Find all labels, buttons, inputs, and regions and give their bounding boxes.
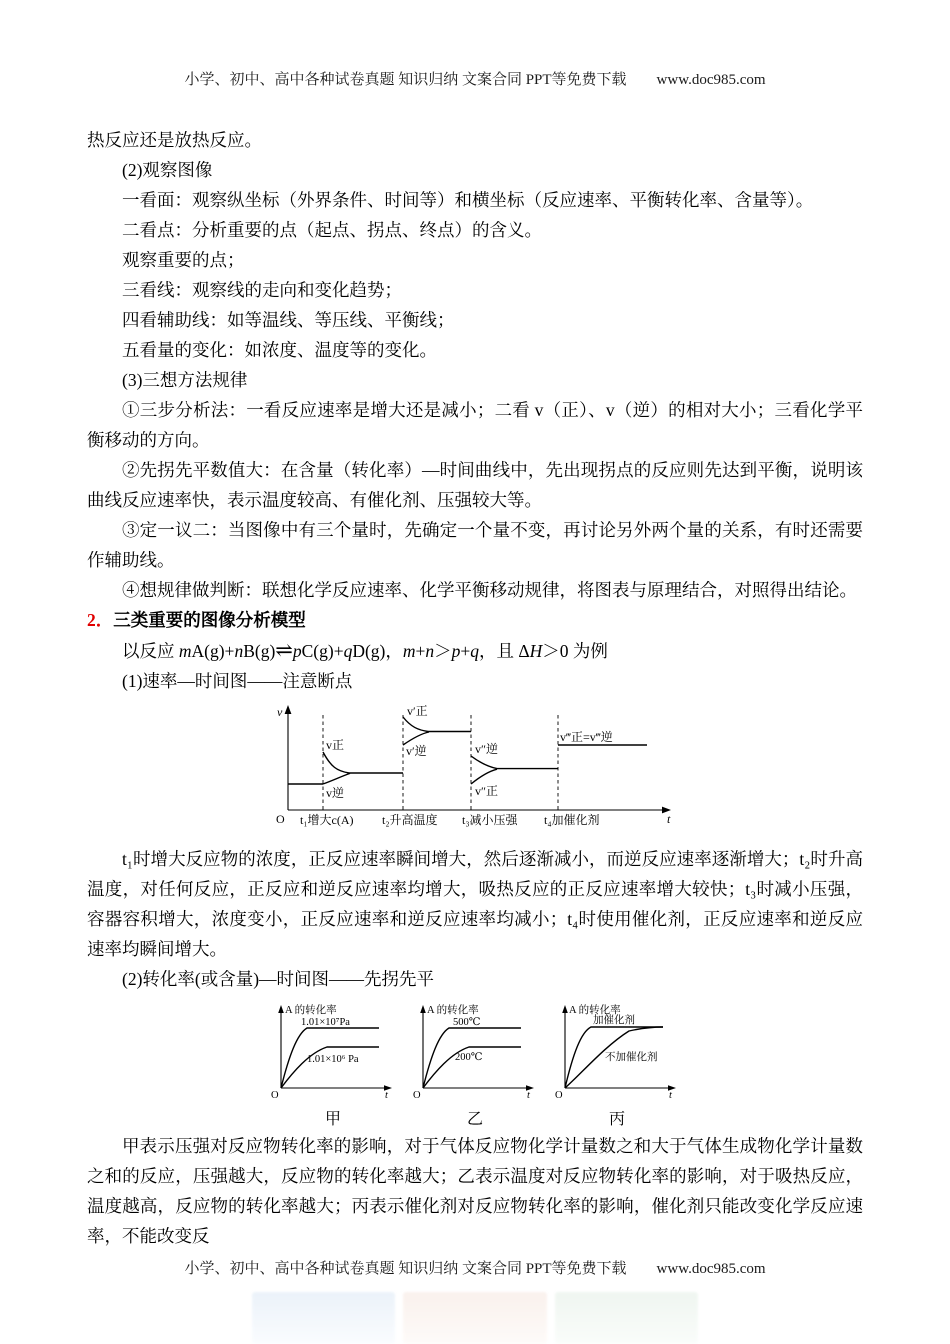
subsection-1-title: (1)速率—时间图——注意断点 (122, 671, 353, 691)
x-axis-label: t (527, 1090, 530, 1100)
paragraph-view-image: (2)观察图像 (122, 160, 213, 180)
conversion-graph-yi (411, 1000, 539, 1129)
paragraph-method-rules: (3)三想方法规律 (122, 370, 248, 390)
v-reverse-curve-t1 (323, 773, 350, 784)
y-axis-label: A 的转化率 (569, 1005, 621, 1016)
high-pressure-label: 1.01×10⁷Pa (301, 1017, 350, 1028)
banner-thumbnail (252, 1292, 395, 1344)
rate-time-plot (274, 700, 676, 838)
y-axis-arrow (278, 1005, 284, 1013)
document-body (0, 89, 950, 1251)
header-text: 小学、初中、高中各种试卷真题 知识归纳 文案合同 PPT等免费下载 (184, 72, 627, 88)
bottom-banner-image (252, 1292, 698, 1344)
paragraph-look-auxline: 四看辅助线：如等温线、等压线、平衡线； (122, 310, 455, 330)
t1-segment-label: t₁增大c(A) (300, 813, 354, 827)
conversion-graph-jia (269, 1000, 397, 1129)
y-axis-arrow (285, 705, 292, 714)
paragraph-method-3: ③定一议二：当图像中有三个量时，先确定一个量不变，再讨论另外两个量的关系，有时还需要作辅助线。 (87, 520, 863, 570)
page-footer (0, 1257, 950, 1278)
footer-text: 小学、初中、高中各种试卷真题 知识归纳 文案合同 PPT等免费下载 (184, 1261, 627, 1277)
high-temperature-label: 500℃ (453, 1017, 481, 1028)
paragraph-look-point: 二看点：分析重要的点（起点、拐点、终点）的含义。 (122, 220, 542, 240)
x-axis-label: t (385, 1090, 388, 1100)
with-catalyst-label: 加催化剂 (593, 1015, 635, 1026)
y-axis-label: A 的转化率 (285, 1005, 337, 1016)
low-temperature-label: 200℃ (455, 1052, 483, 1063)
v-forward-label: v正 (326, 738, 345, 752)
graph-caption-bing: 丙 (608, 1111, 625, 1128)
temperature-effect-plot (411, 1000, 539, 1100)
v1-reverse-label: v′逆 (406, 744, 427, 758)
graph-caption-yi: 乙 (466, 1111, 483, 1128)
v3-equal-label: v‴正=v‴逆 (560, 730, 613, 744)
footer-site-url: www.doc985.com (656, 1261, 766, 1277)
subsection-2-title: (2)转化率(或含量)—时间图——先拐先平 (122, 969, 435, 989)
graph-caption-jia: 甲 (324, 1111, 341, 1128)
paragraph-method-2: ②先拐先平数值大：在含量（转化率）—时间曲线中，先出现拐点的反应则先达到平衡，说明该曲线反应速率快，表示温度较高、有催化剂、压强较大等。 (87, 460, 863, 510)
v-reverse-curve-t3 (471, 756, 558, 769)
t3-segment-label: t₃减小压强 (462, 813, 518, 827)
catalyst-effect-plot (553, 1000, 681, 1100)
paragraph-look-face: 一看面：观察纵坐标（外界条件、时间等）和横坐标（反应速率、平衡转化率、含量等）。 (122, 190, 814, 210)
y-axis-label: A 的转化率 (427, 1005, 479, 1016)
origin-label: O (276, 812, 285, 826)
section-title: 三类重要的图像分析模型 (113, 610, 306, 630)
paragraph-method-4: ④想规律做判断：联想化学反应速率、化学平衡移动规律，将图表与原理结合，对照得出结论。 (122, 580, 857, 600)
conversion-diagrams (87, 1000, 863, 1129)
paragraph-observe-point: 观察重要的点； (122, 250, 245, 270)
v-forward-curve-t3 (471, 769, 497, 784)
origin-label: O (413, 1090, 421, 1100)
v2-reverse-label: v″逆 (475, 742, 498, 756)
low-pressure-label: 1.01×10⁶ Pa (307, 1054, 359, 1065)
without-catalyst-label: 不加催化剂 (605, 1052, 658, 1063)
v2-forward-label: v″正 (475, 784, 498, 798)
pressure-effect-plot (269, 1000, 397, 1100)
header-site-url: www.doc985.com (656, 72, 766, 88)
x-axis-label: t (667, 812, 671, 826)
section-heading (87, 605, 863, 635)
y-axis-label: v (277, 705, 283, 719)
v-forward-curve-t1 (323, 752, 403, 773)
v-forward-curve-t2 (403, 717, 471, 732)
conversion-graph-bing (553, 1000, 681, 1129)
paragraph-rate-explanation: t₁时增大反应物的浓度，正反应速率瞬间增大，然后逐渐减小，而逆反应速率逐渐增大；t₂时升高温度，对任何反应，正反应和逆反应速率均增大，吸热反应的正反应速率增大较快；t₃时减小压强，容器容积增大，浓度变小，正反应速率和逆反应速率均减小；t₄时使用催化剂，正反应速率和逆反应速率均瞬间增大。 (87, 849, 863, 959)
paragraph-look-change: 五看量的变化：如浓度、温度等的变化。 (122, 340, 437, 360)
v1-forward-label: v′正 (407, 704, 428, 718)
section-number: 2． (87, 610, 114, 630)
y-axis-arrow (562, 1005, 568, 1013)
paragraph-look-line: 三看线：观察线的走向和变化趋势； (122, 280, 402, 300)
paragraph-intro: 热反应还是放热反应。 (87, 130, 262, 150)
paragraph-conversion-explanation: 甲表示压强对反应物转化率的影响，对于气体反应物化学计量数之和大于气体生成物化学计量数之和的反应，压强越大，反应物的转化率越大；乙表示温度对反应物转化率的影响，对于吸热反应，温度越高，反应物的转化率越大；丙表示催化剂对反应物转化率的影响，催化剂只能改变化学反应速率，不能改变反 (87, 1136, 863, 1246)
t4-segment-label: t₄加催化剂 (544, 813, 600, 827)
x-axis-label: t (669, 1090, 672, 1100)
reaction-equation: 以反应 mA(g)+nB(g)⇌pC(g)+qD(g)，m+n＞p+q，且 ΔH＞0 为例 (122, 638, 608, 662)
v-reverse-label: v逆 (326, 786, 345, 800)
banner-thumbnail (403, 1292, 546, 1344)
origin-label: O (271, 1090, 279, 1100)
origin-label: O (555, 1090, 563, 1100)
page-header (0, 0, 950, 89)
rate-time-diagram (87, 700, 863, 838)
banner-thumbnail (555, 1292, 698, 1344)
t2-segment-label: t₂升高温度 (382, 813, 438, 827)
y-axis-arrow (420, 1005, 426, 1013)
paragraph-method-1: ①三步分析法：一看反应速率是增大还是减小；二看 v（正）、v（逆）的相对大小；三看化学平衡移动的方向。 (87, 400, 863, 450)
